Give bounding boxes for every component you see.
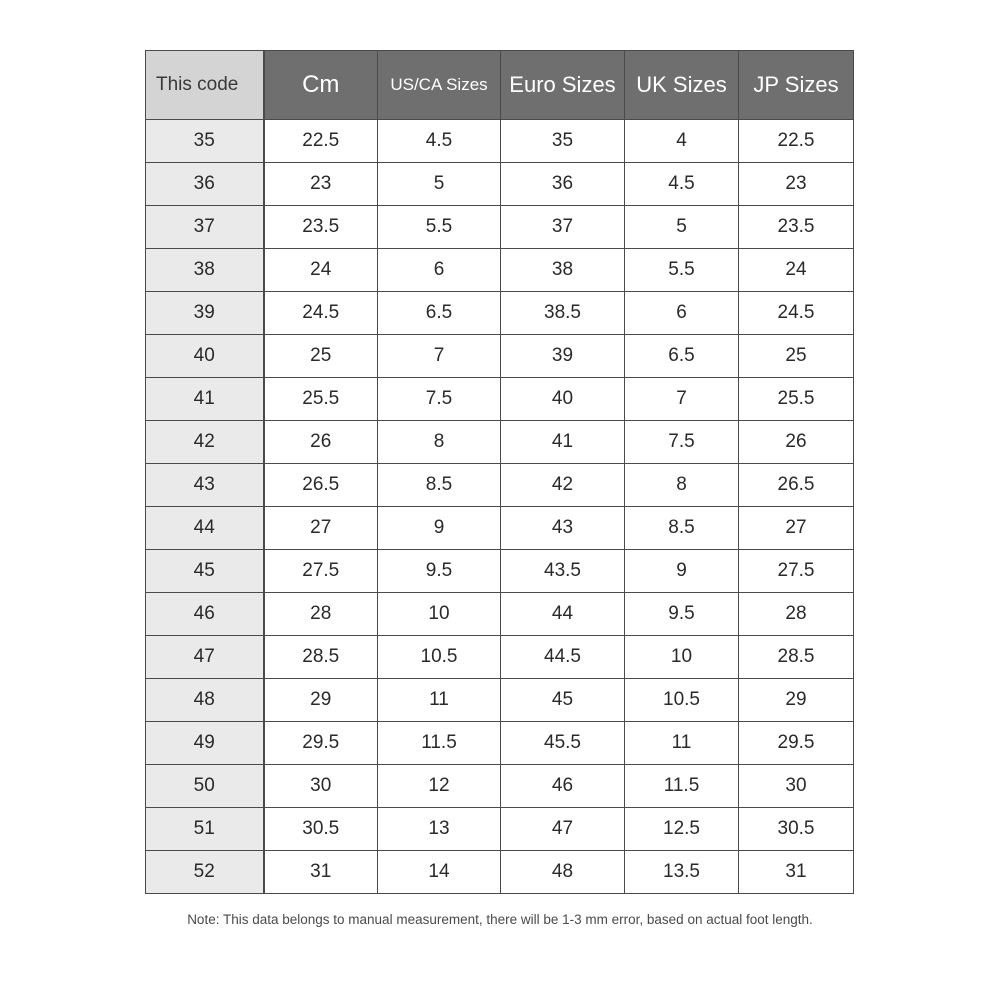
cell-this-code: 47 <box>146 636 264 679</box>
cell-us-ca: 10 <box>378 593 501 636</box>
cell-jp: 25.5 <box>739 378 854 421</box>
cell-uk: 4.5 <box>625 163 739 206</box>
cell-us-ca: 12 <box>378 765 501 808</box>
cell-euro: 46 <box>501 765 625 808</box>
measurement-note: Note: This data belongs to manual measurement, there will be 1-3 mm error, based on actual foot length. <box>187 912 813 927</box>
cell-us-ca: 11.5 <box>378 722 501 765</box>
cell-us-ca: 9 <box>378 507 501 550</box>
cell-euro: 48 <box>501 851 625 894</box>
header-euro-sizes: Euro Sizes <box>501 51 625 120</box>
table-row <box>146 163 854 206</box>
cell-uk: 13.5 <box>625 851 739 894</box>
cell-cm: 28.5 <box>264 636 378 679</box>
cell-euro: 43.5 <box>501 550 625 593</box>
table-row <box>146 722 854 765</box>
cell-cm: 25.5 <box>264 378 378 421</box>
table-row <box>146 593 854 636</box>
cell-this-code: 35 <box>146 120 264 163</box>
cell-this-code: 49 <box>146 722 264 765</box>
cell-cm: 29.5 <box>264 722 378 765</box>
cell-this-code: 50 <box>146 765 264 808</box>
cell-uk: 12.5 <box>625 808 739 851</box>
cell-this-code: 37 <box>146 206 264 249</box>
cell-cm: 27.5 <box>264 550 378 593</box>
cell-cm: 25 <box>264 335 378 378</box>
cell-uk: 8 <box>625 464 739 507</box>
cell-uk: 11 <box>625 722 739 765</box>
table-row <box>146 421 854 464</box>
table-row <box>146 464 854 507</box>
cell-euro: 35 <box>501 120 625 163</box>
cell-this-code: 38 <box>146 249 264 292</box>
cell-uk: 5 <box>625 206 739 249</box>
cell-this-code: 41 <box>146 378 264 421</box>
cell-euro: 44.5 <box>501 636 625 679</box>
cell-us-ca: 6 <box>378 249 501 292</box>
table-row <box>146 636 854 679</box>
size-table <box>145 50 854 894</box>
cell-cm: 23 <box>264 163 378 206</box>
table-row <box>146 507 854 550</box>
cell-cm: 22.5 <box>264 120 378 163</box>
cell-euro: 41 <box>501 421 625 464</box>
cell-euro: 42 <box>501 464 625 507</box>
cell-cm: 23.5 <box>264 206 378 249</box>
cell-jp: 26 <box>739 421 854 464</box>
cell-this-code: 42 <box>146 421 264 464</box>
table-row <box>146 550 854 593</box>
cell-this-code: 44 <box>146 507 264 550</box>
cell-uk: 11.5 <box>625 765 739 808</box>
cell-us-ca: 7 <box>378 335 501 378</box>
cell-cm: 26 <box>264 421 378 464</box>
cell-cm: 31 <box>264 851 378 894</box>
cell-euro: 45.5 <box>501 722 625 765</box>
cell-this-code: 52 <box>146 851 264 894</box>
header-jp-sizes: JP Sizes <box>739 51 854 120</box>
cell-cm: 26.5 <box>264 464 378 507</box>
table-row <box>146 120 854 163</box>
header-us-ca-sizes: US/CA Sizes <box>378 51 501 120</box>
cell-uk: 7 <box>625 378 739 421</box>
cell-jp: 27 <box>739 507 854 550</box>
cell-cm: 28 <box>264 593 378 636</box>
cell-cm: 30 <box>264 765 378 808</box>
cell-this-code: 43 <box>146 464 264 507</box>
cell-cm: 24 <box>264 249 378 292</box>
cell-jp: 23 <box>739 163 854 206</box>
cell-uk: 9 <box>625 550 739 593</box>
cell-this-code: 45 <box>146 550 264 593</box>
cell-jp: 30.5 <box>739 808 854 851</box>
cell-euro: 36 <box>501 163 625 206</box>
table-row <box>146 378 854 421</box>
cell-euro: 37 <box>501 206 625 249</box>
cell-this-code: 46 <box>146 593 264 636</box>
cell-uk: 5.5 <box>625 249 739 292</box>
cell-us-ca: 9.5 <box>378 550 501 593</box>
cell-us-ca: 8 <box>378 421 501 464</box>
cell-us-ca: 5 <box>378 163 501 206</box>
cell-jp: 26.5 <box>739 464 854 507</box>
cell-cm: 29 <box>264 679 378 722</box>
cell-us-ca: 10.5 <box>378 636 501 679</box>
cell-euro: 39 <box>501 335 625 378</box>
header-uk-sizes: UK Sizes <box>625 51 739 120</box>
cell-euro: 47 <box>501 808 625 851</box>
table-row <box>146 851 854 894</box>
table-row <box>146 765 854 808</box>
cell-this-code: 48 <box>146 679 264 722</box>
table-row <box>146 679 854 722</box>
cell-euro: 40 <box>501 378 625 421</box>
cell-cm: 30.5 <box>264 808 378 851</box>
cell-euro: 38 <box>501 249 625 292</box>
cell-uk: 7.5 <box>625 421 739 464</box>
cell-jp: 28.5 <box>739 636 854 679</box>
cell-jp: 28 <box>739 593 854 636</box>
size-chart <box>145 50 853 894</box>
cell-jp: 25 <box>739 335 854 378</box>
cell-jp: 22.5 <box>739 120 854 163</box>
cell-euro: 45 <box>501 679 625 722</box>
cell-jp: 29 <box>739 679 854 722</box>
cell-us-ca: 14 <box>378 851 501 894</box>
table-row <box>146 206 854 249</box>
cell-jp: 29.5 <box>739 722 854 765</box>
table-row <box>146 335 854 378</box>
cell-us-ca: 7.5 <box>378 378 501 421</box>
cell-this-code: 36 <box>146 163 264 206</box>
cell-us-ca: 11 <box>378 679 501 722</box>
table-row <box>146 808 854 851</box>
cell-us-ca: 4.5 <box>378 120 501 163</box>
cell-uk: 6 <box>625 292 739 335</box>
cell-euro: 43 <box>501 507 625 550</box>
cell-this-code: 39 <box>146 292 264 335</box>
cell-uk: 8.5 <box>625 507 739 550</box>
cell-euro: 38.5 <box>501 292 625 335</box>
table-row <box>146 292 854 335</box>
cell-uk: 6.5 <box>625 335 739 378</box>
cell-uk: 4 <box>625 120 739 163</box>
header-cm: Cm <box>264 51 378 120</box>
cell-jp: 24.5 <box>739 292 854 335</box>
cell-us-ca: 13 <box>378 808 501 851</box>
table-row <box>146 249 854 292</box>
cell-jp: 24 <box>739 249 854 292</box>
cell-uk: 9.5 <box>625 593 739 636</box>
cell-jp: 27.5 <box>739 550 854 593</box>
table-body <box>146 120 854 894</box>
cell-jp: 31 <box>739 851 854 894</box>
cell-jp: 23.5 <box>739 206 854 249</box>
cell-uk: 10.5 <box>625 679 739 722</box>
cell-cm: 27 <box>264 507 378 550</box>
cell-this-code: 40 <box>146 335 264 378</box>
cell-us-ca: 8.5 <box>378 464 501 507</box>
cell-us-ca: 5.5 <box>378 206 501 249</box>
header-this-code: This code <box>146 51 264 120</box>
cell-cm: 24.5 <box>264 292 378 335</box>
cell-us-ca: 6.5 <box>378 292 501 335</box>
cell-uk: 10 <box>625 636 739 679</box>
cell-this-code: 51 <box>146 808 264 851</box>
cell-euro: 44 <box>501 593 625 636</box>
cell-jp: 30 <box>739 765 854 808</box>
header-row <box>146 51 854 120</box>
